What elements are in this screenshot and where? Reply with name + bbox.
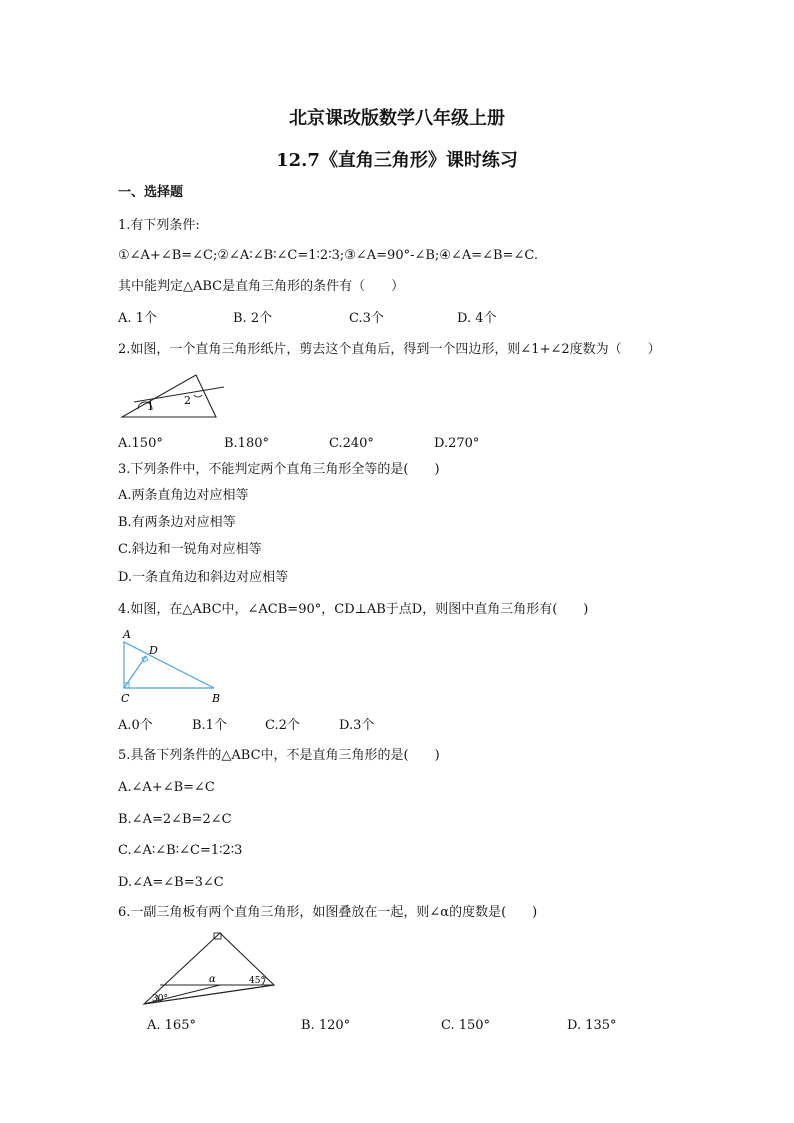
q2-option-c: C.240° [329, 436, 374, 451]
q1-option-c: C.3个 [349, 311, 384, 326]
q1-option-b: B. 2个 [233, 311, 273, 326]
q6-option-d: D. 135° [567, 1018, 617, 1033]
q5-stem: 5.具备下列条件的△ABC中，不是直角三角形的是( ) [118, 748, 440, 763]
q3-option-c: C.斜边和一锐角对应相等 [118, 542, 262, 557]
q5-option-a: A.∠A+∠B=∠C [118, 780, 215, 795]
q3-option-a: A.两条直角边对应相等 [118, 488, 249, 503]
q6-stem: 6.一副三角板有两个直角三角形，如图叠放在一起，则∠α的度数是( ) [118, 905, 538, 920]
q4-triangle [124, 642, 214, 688]
q5-option-b: B.∠A=2∠B=2∠C [118, 812, 232, 827]
q3-option-d: D.一条直角边和斜边对应相等 [118, 570, 289, 585]
q1-option-a: A. 1个 [118, 311, 157, 326]
q1-conditions: ①∠A+∠B=∠C;②∠A∶∠B∶∠C=1∶2∶3;③∠A=90°-∠B;④∠A=∠B=∠C. [118, 248, 538, 263]
section-heading: 一、选择题 [118, 185, 184, 200]
q6-label-alpha: α [209, 974, 216, 985]
q4-option-c: C.2个 [265, 718, 300, 733]
q1-question: 其中能判定△ABC是直角三角形的条件有（ ） [118, 279, 405, 294]
q6-option-c: C. 150° [441, 1018, 491, 1033]
q4-label-d: D [149, 644, 158, 657]
q2-option-b: B.180° [224, 436, 269, 451]
q4-option-d: D.3个 [339, 718, 375, 733]
page-subtitle: 12.7《直角三角形》课时练习 [276, 150, 518, 171]
q1-option-d: D. 4个 [457, 311, 497, 326]
q4-label-b: B [212, 692, 221, 705]
q6-figure [138, 928, 278, 1010]
q4-label-c: C [121, 692, 130, 705]
q4-label-a: A [123, 628, 131, 641]
q4-figure [116, 627, 226, 707]
q2-stem: 2.如图，一个直角三角形纸片，剪去这个直角后，得到一个四边形，则∠1+∠2度数为（ ） [118, 342, 661, 357]
q4-stem: 4.如图，在△ABC中，∠ACB=90°，CD⊥AB于点D，则图中直角三角形有( ) [118, 602, 589, 617]
q6-option-a: A. 165° [147, 1018, 196, 1033]
q1-stem: 1.有下列条件: [118, 218, 200, 233]
q2-figure [116, 368, 226, 424]
q5-option-c: C.∠A∶∠B∶∠C=1∶2∶3 [118, 843, 243, 858]
q2-label-1: 1 [147, 400, 154, 413]
q4-option-b: B.1个 [192, 718, 227, 733]
page-title: 北京课改版数学八年级上册 [289, 108, 505, 129]
q6-label-45: 45° [249, 976, 265, 986]
q5-option-d: D.∠A=∠B=3∠C [118, 875, 224, 890]
q6-label-30: 30° [152, 994, 168, 1004]
q2-angle-2-arc [194, 395, 202, 397]
q6-option-b: B. 120° [301, 1018, 351, 1033]
q3-option-b: B.有两条边对应相等 [118, 515, 236, 530]
q4-option-a: A.0个 [118, 718, 153, 733]
q2-option-d: D.270° [434, 436, 480, 451]
q2-option-a: A.150° [118, 436, 163, 451]
q3-stem: 3.下列条件中，不能判定两个直角三角形全等的是( ) [118, 462, 440, 477]
q2-label-2: 2 [184, 394, 191, 407]
